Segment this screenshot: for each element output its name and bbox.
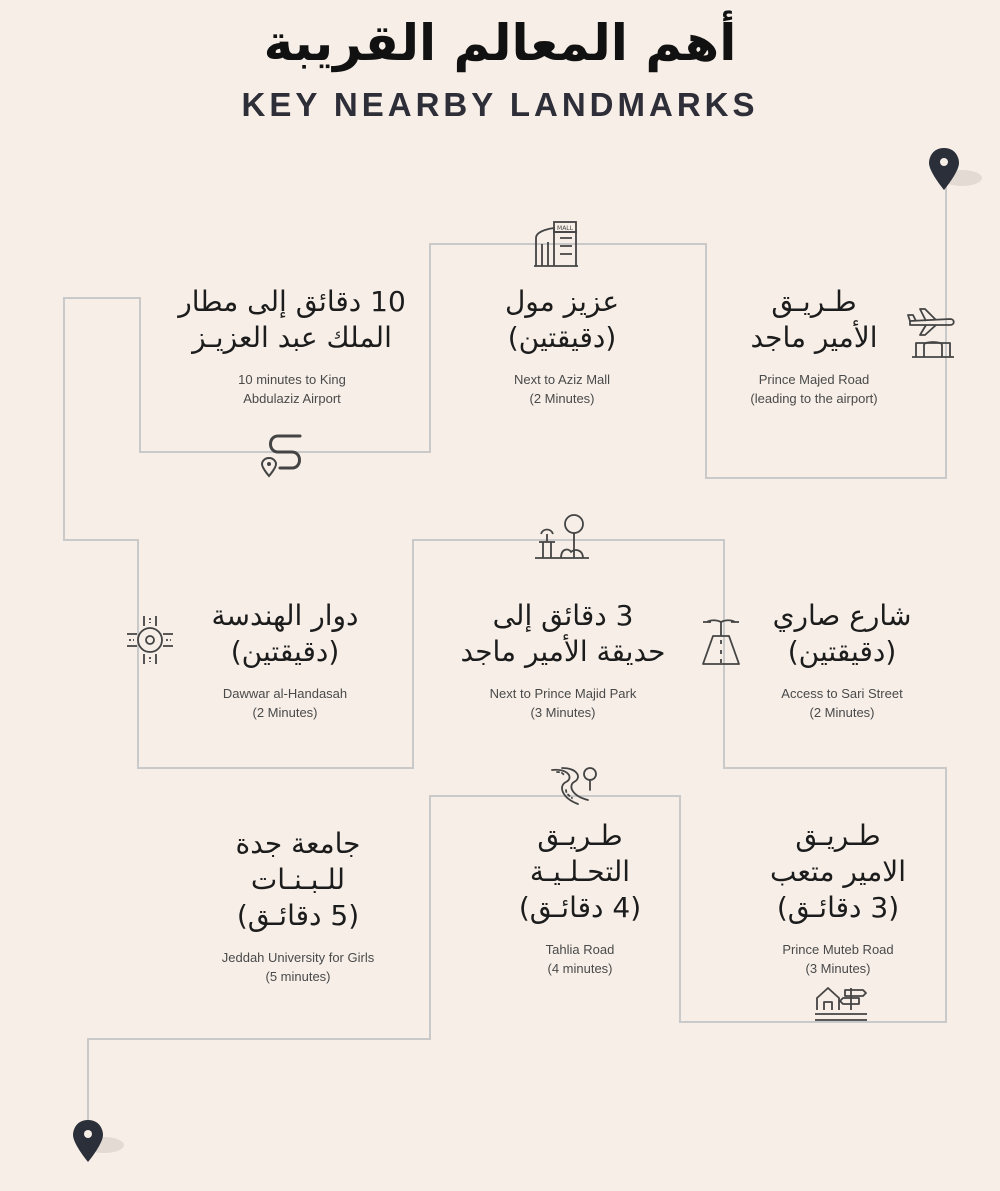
- landmark-ar: طـريـق الامير متعب (3 دقائـق): [770, 819, 906, 924]
- landmark-jeddah-university: [198, 826, 398, 986]
- route-pin-icon: [260, 428, 310, 478]
- landmark-en: Tahlia Road (4 minutes): [545, 942, 615, 976]
- landmark-ar: دوار الهندسة (دقيقتين): [211, 599, 359, 668]
- landmark-en: Jeddah University for Girls (5 minutes): [221, 950, 375, 984]
- winding-road-icon: [548, 764, 600, 806]
- landmark-tahlia-road: [490, 818, 670, 978]
- landmark-ar: 3 دقائق إلى حديقة الأمير ماجد: [460, 599, 666, 668]
- landmark-en: Prince Majed Road (leading to the airport): [750, 372, 878, 406]
- landmark-aziz-mall: [462, 284, 662, 408]
- landmark-en: Prince Muteb Road (3 Minutes): [782, 942, 894, 976]
- street-lamp-icon: [697, 614, 745, 666]
- roundabout-icon: [125, 614, 175, 666]
- title-english: KEY NEARBY LANDMARKS: [241, 86, 759, 123]
- park-icon: [533, 512, 591, 560]
- landmark-prince-majed-road: [724, 284, 904, 408]
- landmark-airport: [162, 284, 422, 408]
- landmark-ar: طـريـق الأمير ماجد: [750, 285, 878, 354]
- start-pin-icon: [929, 148, 982, 190]
- landmark-ar: 10 دقائق إلى مطار الملك عبد العزيـز: [178, 285, 406, 354]
- landmark-en: Next to Prince Majid Park (3 Minutes): [489, 686, 637, 720]
- landmark-en: Next to Aziz Mall (2 Minutes): [513, 372, 611, 406]
- end-pin-icon: [73, 1120, 124, 1162]
- landmark-ar: عزيز مول (دقيقتين): [504, 285, 620, 354]
- landmark-dawwar-al-handasah: [190, 598, 380, 722]
- landmark-en: Access to Sari Street (2 Minutes): [781, 686, 903, 720]
- landmark-ar: شارع صاري (دقيقتين): [772, 599, 912, 668]
- landmark-prince-majid-park: [432, 598, 694, 722]
- house-signpost-icon: [813, 984, 869, 1024]
- landmark-en: 10 minutes to King Abdulaziz Airport: [238, 372, 346, 406]
- mall-icon: [532, 220, 580, 270]
- svg-text:MALL: MALL: [557, 225, 573, 232]
- landmark-ar: جامعة جدة للـبـنـات (5 دقائـق): [235, 827, 361, 932]
- title-arabic: أهم المعالم القريبة: [263, 14, 737, 72]
- airplane-icon: [906, 303, 958, 359]
- landmark-ar: طـريـق التحـلـيـة (4 دقائـق): [518, 819, 642, 924]
- landmark-prince-muteb-road: [748, 818, 928, 978]
- landmark-en: Dawwar al-Handasah (2 Minutes): [222, 686, 348, 720]
- landmark-sari-street: [752, 598, 932, 722]
